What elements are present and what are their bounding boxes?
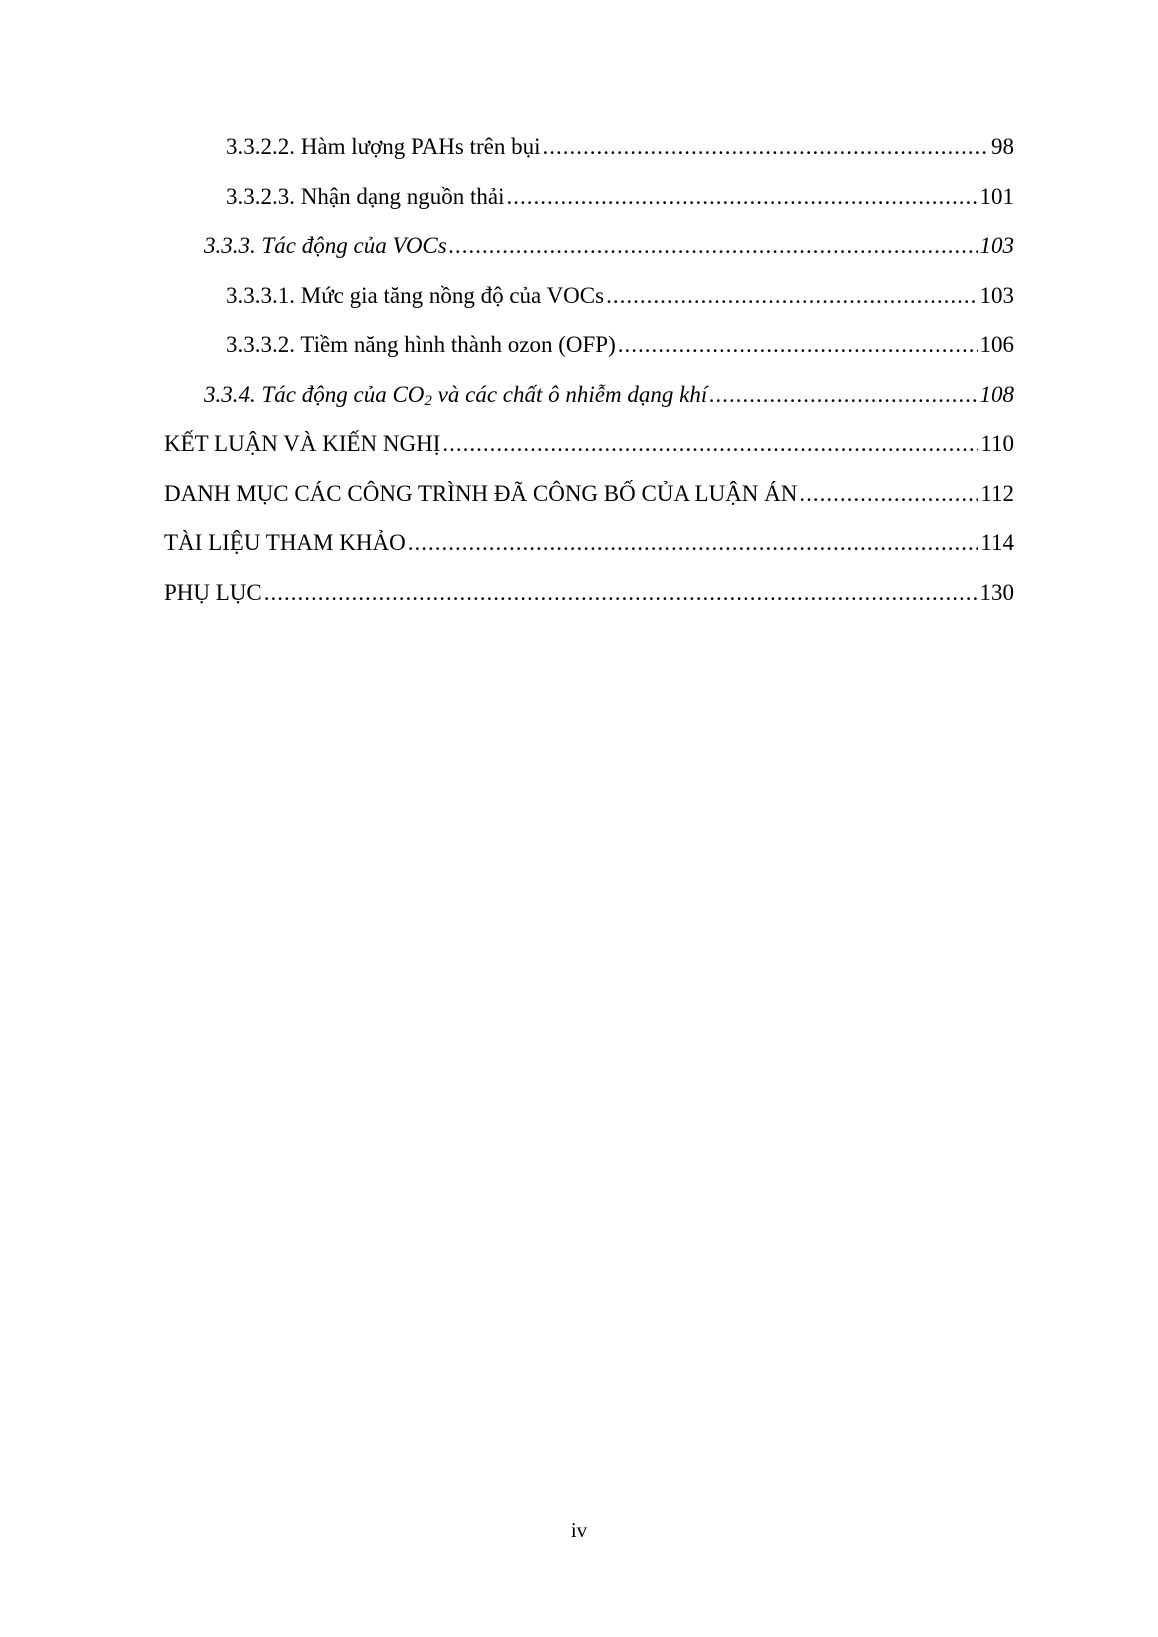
toc-entry-ket-luan[interactable] <box>0 424 1158 474</box>
toc-entry-title: 3.3.3.2. Tiềm năng hình thành ozon (OFP) <box>226 332 616 357</box>
toc-entry-title: TÀI LIỆU THAM KHẢO <box>164 530 406 555</box>
toc-entry-3-3-4[interactable] <box>0 375 1158 425</box>
toc-entry-page: 114 <box>980 530 1014 555</box>
toc-dot-leader <box>442 424 978 464</box>
toc-entry-title: DANH MỤC CÁC CÔNG TRÌNH ĐÃ CÔNG BỐ CỦA LUẬN ÁN <box>164 480 798 506</box>
toc-entry-title-subscript: 2 <box>424 392 432 409</box>
toc-dot-leader <box>799 474 978 514</box>
toc-entry-phu-luc[interactable] <box>0 573 1158 623</box>
toc-entry-page: 110 <box>980 431 1014 456</box>
toc-dot-leader <box>408 523 979 563</box>
toc-entry-page: 103 <box>979 282 1014 308</box>
toc-entry-title: 3.3.3.1. Mức gia tăng nồng độ của VOCs <box>226 282 605 308</box>
toc-entry-page: 106 <box>979 332 1014 357</box>
toc-entry-page: 101 <box>979 183 1014 209</box>
toc-dot-leader <box>542 127 989 167</box>
toc-entry-tai-lieu[interactable] <box>0 523 1158 573</box>
toc-entry-title: PHỤ LỤC <box>164 579 262 605</box>
toc-entry-3-3-2-3[interactable] <box>0 177 1158 227</box>
toc-entry-3-3-3[interactable] <box>0 226 1158 276</box>
toc-entry-3-3-3-2[interactable] <box>0 325 1158 375</box>
toc-entry-title-prefix: 3.3.4. Tác động của CO <box>204 381 425 407</box>
toc-dot-leader <box>618 325 978 365</box>
toc-entry-page: 98 <box>991 134 1014 159</box>
toc-dot-leader <box>709 375 977 415</box>
toc-entry-3-3-3-1[interactable] <box>0 276 1158 326</box>
toc-entry-3-3-2-2[interactable] <box>0 127 1158 177</box>
toc-entry-page: 108 <box>979 381 1014 407</box>
toc-entry-title: 3.3.2.3. Nhận dạng nguồn thải <box>226 183 505 209</box>
toc-entry-title <box>204 375 707 415</box>
toc-entry-title: 3.3.3. Tác động của VOCs <box>204 233 447 258</box>
toc-dot-leader <box>264 573 978 613</box>
toc-entry-title-suffix: và các chất ô nhiễm dạng khí <box>431 381 708 407</box>
toc-entry-page: 112 <box>980 480 1014 506</box>
toc-entry-danh-muc[interactable] <box>0 474 1158 524</box>
toc-dot-leader <box>449 226 978 266</box>
toc-dot-leader <box>507 177 978 217</box>
toc-entry-page: 103 <box>979 233 1014 258</box>
page-number: iv <box>570 1518 588 1542</box>
toc-entry-title: 3.3.2.2. Hàm lượng PAHs trên bụi <box>226 134 541 159</box>
toc-entry-page: 130 <box>979 579 1014 605</box>
toc-entry-title: KẾT LUẬN VÀ KIẾN NGHỊ <box>164 431 441 456</box>
toc-dot-leader <box>606 276 977 316</box>
table-of-contents <box>0 127 1158 622</box>
